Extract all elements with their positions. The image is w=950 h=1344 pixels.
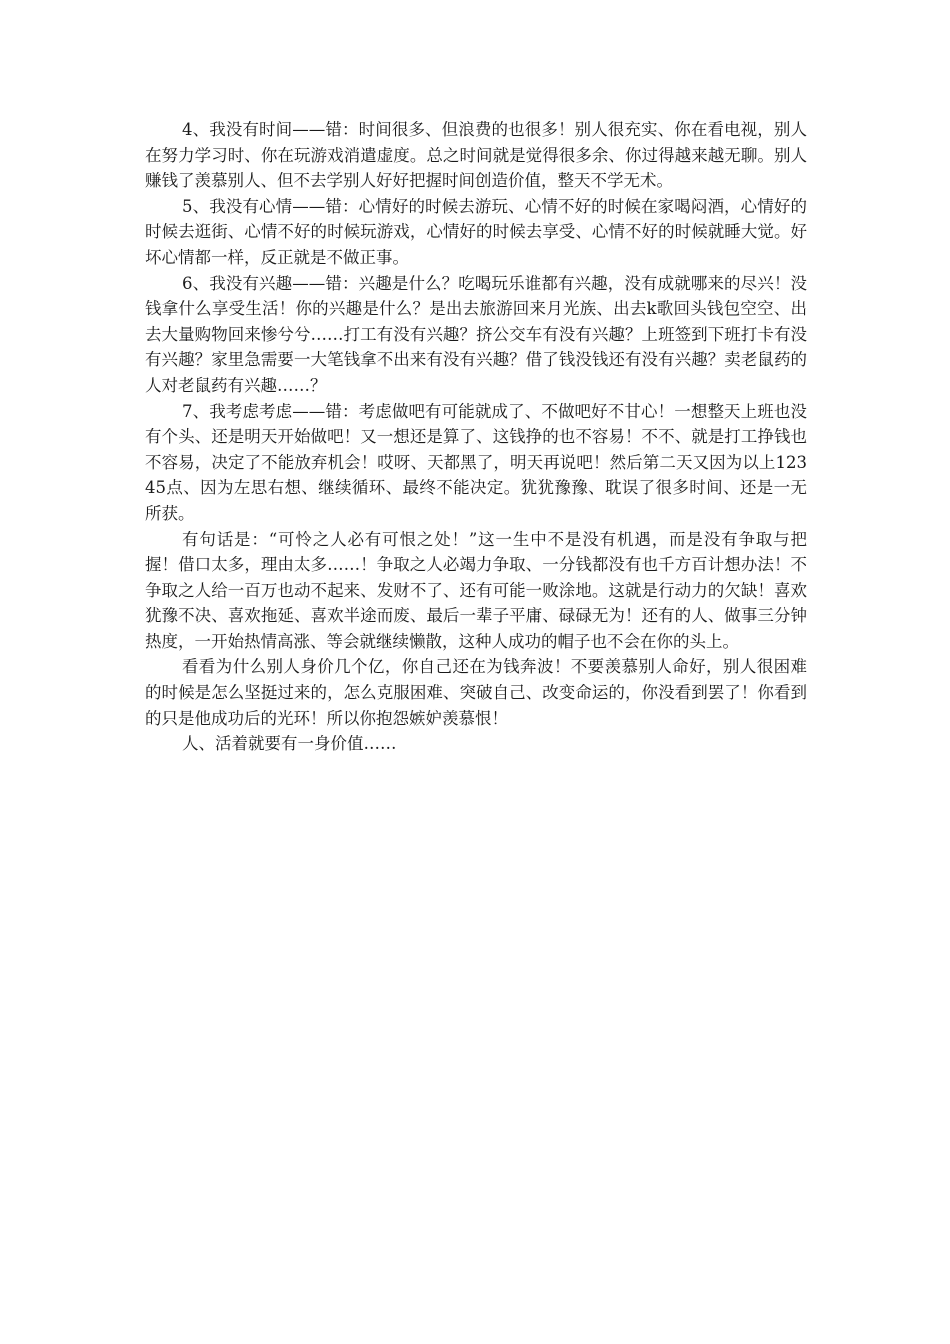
paragraph-others-wealth: 看看为什么别人身价几个亿，你自己还在为钱奔波！不要羡慕别人命好，别人很困难的时候是怎么坚挺过来的，怎么克服困难、突破自己、改变命运的，你没看到罢了！你看到的只是他成功后的光环！所以你抱怨嫉妒羡慕恨！ bbox=[145, 657, 807, 728]
paragraph-point-6: 6、我没有兴趣——错：兴趣是什么？吃喝玩乐谁都有兴趣，没有成就哪来的尽兴！没钱拿什么享受生活！你的兴趣是什么？是出去旅游回来月光族、出去k歌回头钱包空空、出去大量购物回来惨兮兮……打工有没有兴趣？挤公交车有没有兴趣？上班签到下班打卡有没有兴趣？家里急需要一大笔钱拿不出来有没有兴趣？借了钱没钱还有没有兴趣？卖老鼠药的人对老鼠药有兴趣……？ bbox=[145, 273, 807, 395]
paragraph-closing: 人、活着就要有一身价值…… bbox=[182, 734, 397, 754]
paragraph-saying: 有句话是：“可怜之人必有可恨之处！”这一生中不是没有机遇，而是没有争取与把握！借口太多，理由太多……！争取之人必竭力争取、一分钱都没有也千方百计想办法！不争取之人给一百万也动不起来、发财不了、还有可能一败涂地。这就是行动力的欠缺！喜欢犹豫不决、喜欢拖延、喜欢半途而废、最后一辈子平庸、碌碌无为！还有的人、做事三分钟热度，一开始热情高涨、等会就继续懒散，这种人成功的帽子也不会在你的头上。 bbox=[145, 529, 807, 651]
paragraph-point-7: 7、我考虑考虑——错：考虑做吧有可能就成了、不做吧好不甘心！一想整天上班也没有个头、还是明天开始做吧！又一想还是算了、这钱挣的也不容易！不不、就是打工挣钱也不容易，决定了不能放弃机会！哎呀、天都黑了，明天再说吧！然后第二天又因为以上12345点、因为左思右想、继续循环、最终不能决定。犹犹豫豫、耽误了很多时间、还是一无所获。 bbox=[145, 401, 807, 523]
paragraph-point-4: 4、我没有时间——错：时间很多、但浪费的也很多！别人很充实、你在看电视，别人在努力学习时、你在玩游戏消遣虚度。总之时间就是觉得很多余、你过得越来越无聊。别人赚钱了羡慕别人、但不去学别人好好把握时间创造价值，整天不学无术。 bbox=[145, 120, 807, 191]
document-body bbox=[145, 117, 807, 757]
paragraph-point-5: 5、我没有心情——错：心情好的时候去游玩、心情不好的时候在家喝闷酒，心情好的时候去逛街、心情不好的时候玩游戏，心情好的时候去享受、心情不好的时候就睡大觉。好坏心情都一样，反正就是不做正事。 bbox=[145, 196, 807, 267]
